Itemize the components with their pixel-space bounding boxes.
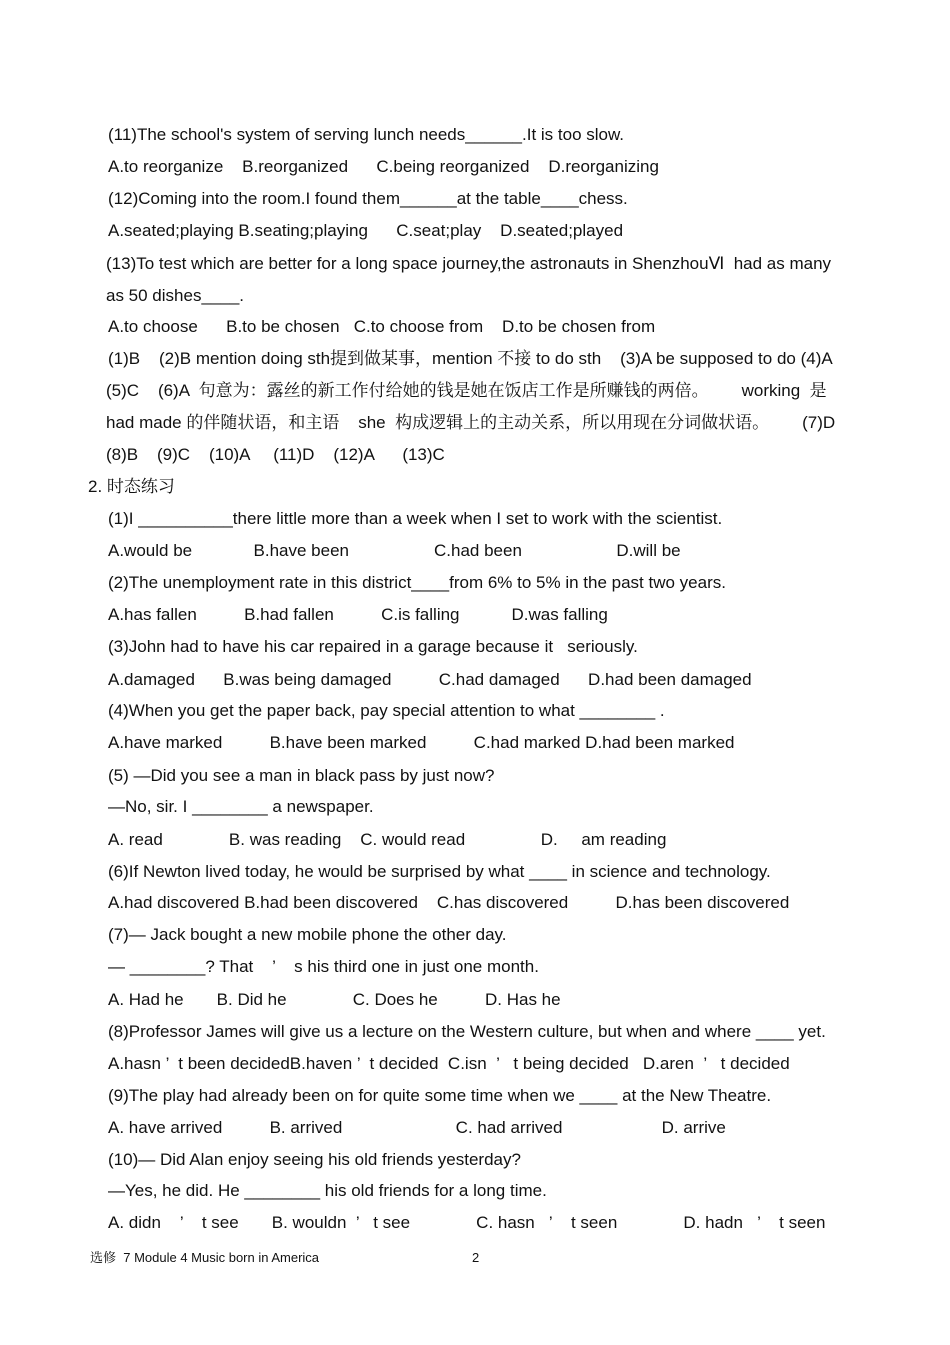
question-11: (11)The school's system of serving lunch needs______.It is too slow. (108, 125, 625, 144)
tense-options-7: A. Had he B. Did he C. Does he D. Has he (108, 990, 561, 1009)
tense-question-10-reply: —Yes, he did. He ________ his old friends for a long time. (108, 1181, 547, 1200)
answers-line-1: (1)B (2)B mention doing sth提到做某事，mention 不接 to do sth (3)A be supposed to do (4)A (108, 349, 833, 368)
tense-options-1: A.would be B.have been C.had been D.will be (108, 541, 681, 560)
tense-options-4: A.have marked B.have been marked C.had marked D.had been marked (108, 733, 735, 752)
tense-question-8: (8)Professor James will give us a lecture on the Western culture, but when and where ____ yet. (108, 1022, 826, 1041)
tense-options-5: A. read B. was reading C. would read D. am reading (108, 830, 667, 849)
tense-question-2: (2)The unemployment rate in this district____from 6% to 5% in the past two years. (108, 573, 726, 592)
tense-question-3: (3)John had to have his car repaired in a garage because it seriously. (108, 637, 638, 656)
tense-options-6: A.had discovered B.had been discovered C.has discovered D.has been discovered (108, 893, 790, 912)
tense-options-2: A.has fallen B.had fallen C.is falling D.was falling (108, 605, 608, 624)
tense-options-8: A.hasn ’ t been decidedB.haven ’ t decided C.isn ’ t being decided D.aren ’ t decided (108, 1054, 790, 1073)
tense-options-10: A. didn ’ t see B. wouldn ’ t see C. hasn ’ t seen D. hadn ’ t seen (108, 1213, 826, 1232)
tense-question-4: (4)When you get the paper back, pay special attention to what ________ . (108, 701, 665, 720)
answers-line-4: (8)B (9)C (10)A (11)D (12)A (13)C (106, 445, 445, 464)
section-heading: 2. 时态练习 (88, 477, 175, 496)
page-number: 2 (472, 1250, 480, 1265)
options-12: A.seated;playing B.seating;playing C.seat;play D.seated;played (108, 221, 624, 240)
tense-options-9: A. have arrived B. arrived C. had arrived D. arrive (108, 1118, 726, 1137)
answers-line-2: (5)C (6)A 句意为：露丝的新工作付给她的钱是她在饭店工作是所赚钱的两倍。 working 是 (106, 381, 827, 400)
options-11: A.to reorganize B.reorganized C.being reorganized D.reorganizing (108, 157, 659, 176)
tense-options-3: A.damaged B.was being damaged C.had damaged D.had been damaged (108, 670, 752, 689)
footer-title: 选修 7 Module 4 Music born in America (90, 1250, 320, 1265)
tense-question-9: (9)The play had already been on for quite some time when we ____ at the New Theatre. (108, 1086, 772, 1105)
answers-line-3: had made 的伴随状语，和主语 she 构成逻辑上的主动关系，所以用现在分词做状语。 (7)D (106, 413, 836, 432)
tense-question-5: (5) —Did you see a man in black pass by just now? (108, 766, 495, 785)
tense-question-1: (1)I __________there little more than a week when I set to work with the scientist. (108, 509, 723, 528)
tense-question-7: (7)— Jack bought a new mobile phone the other day. (108, 925, 507, 944)
question-13: (13)To test which are better for a long space journey,the astronauts in ShenzhouⅥ had as many (106, 254, 832, 273)
question-13-cont: as 50 dishes____. (106, 286, 244, 305)
tense-question-6: (6)If Newton lived today, he would be surprised by what ____ in science and technology. (108, 862, 771, 881)
tense-question-5-reply: —No, sir. I ________ a newspaper. (108, 797, 374, 816)
tense-question-10: (10)— Did Alan enjoy seeing his old friends yesterday? (108, 1150, 521, 1169)
question-12: (12)Coming into the room.I found them______at the table____chess. (108, 189, 628, 208)
options-13: A.to choose B.to be chosen C.to choose from D.to be chosen from (108, 317, 656, 336)
tense-question-7-reply: — ________? That ’ s his third one in just one month. (108, 957, 539, 976)
